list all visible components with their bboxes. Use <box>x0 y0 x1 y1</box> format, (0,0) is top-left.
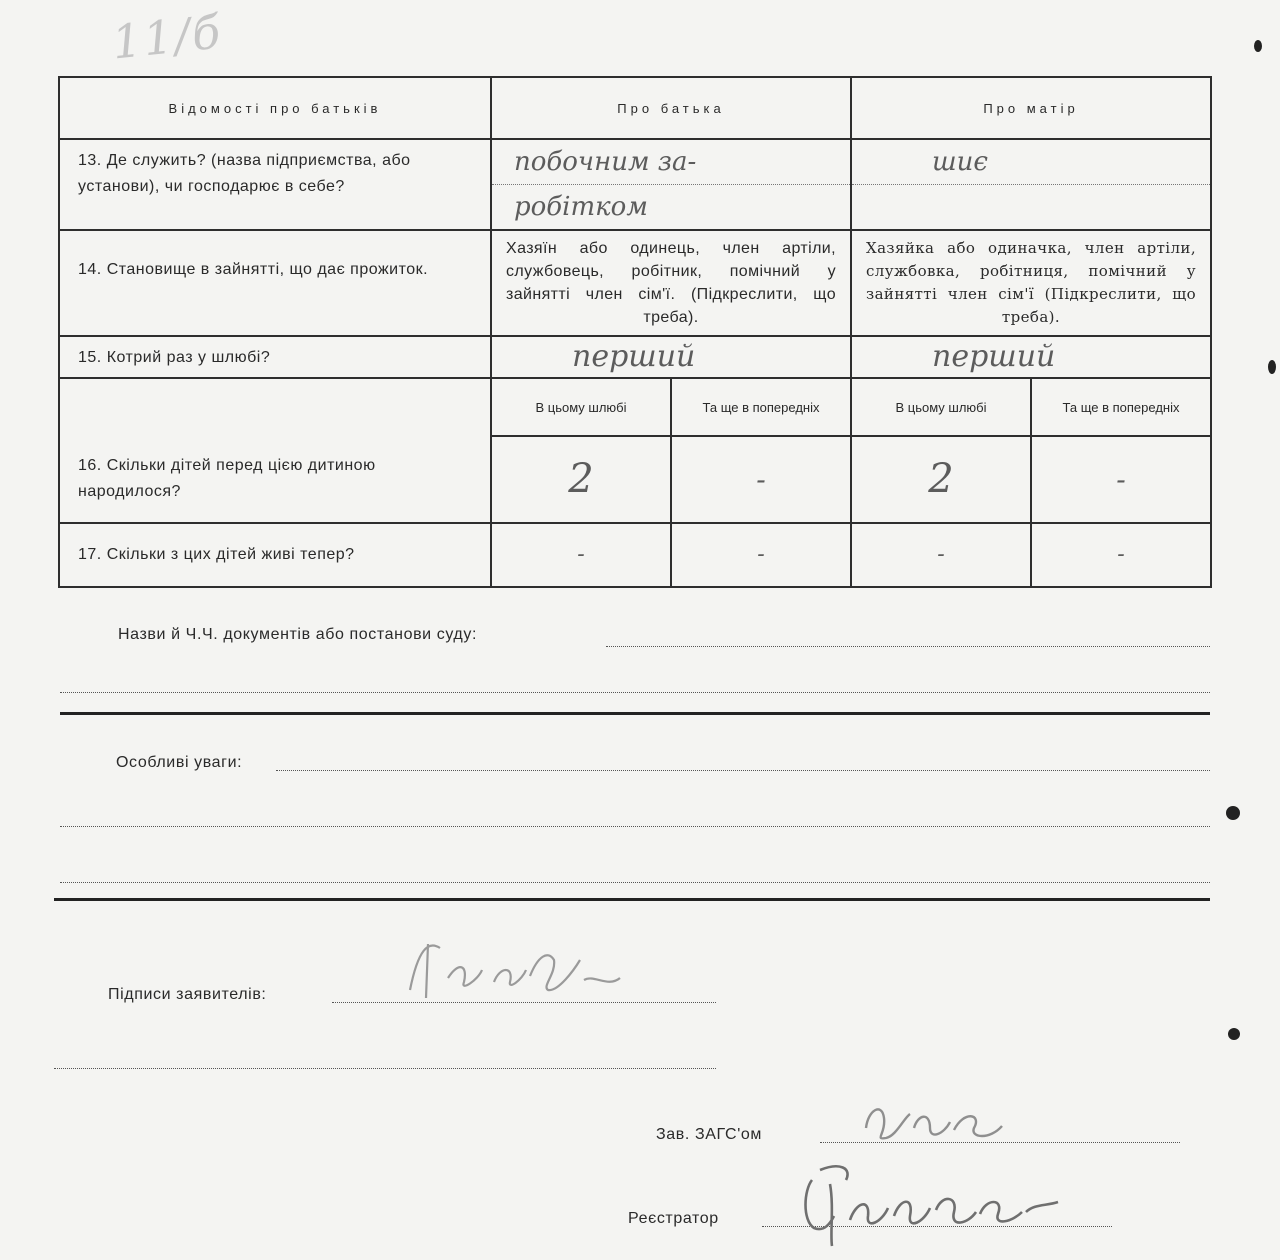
ink-blot <box>1228 1028 1240 1040</box>
q13-father-answer-line1: побочним за- <box>514 147 697 178</box>
q15-father-answer: перший <box>572 338 696 374</box>
q16-label: 16. Скільки дітей перед цією дитиною народилося? <box>78 457 376 501</box>
notes-field-line3[interactable] <box>60 882 1210 883</box>
row-q14 <box>59 230 1211 336</box>
row-q13 <box>59 139 1211 229</box>
q13-mother-answer: шиє <box>932 147 988 178</box>
q14-father-options: Хазяїн або одинець, член артіли, службовець, робітник, помічний у зайнятті член сім'ї. (Підкреслити, що треба). <box>506 239 836 326</box>
q17-mother-this-marriage: - <box>937 542 945 568</box>
q16-mother-previous: - <box>1116 462 1126 496</box>
q16-father-this-marriage: 2 <box>568 456 594 503</box>
row-q15 <box>59 336 1211 378</box>
row-q16 <box>59 378 1211 523</box>
q13-label: 13. Де служить? (назва підприємства, або установи), чи господарює в себе? <box>78 152 411 196</box>
zags-head-signature <box>852 1088 1032 1158</box>
zags-head-label: Зав. ЗАГС'ом <box>656 1126 762 1143</box>
q14-label: 14. Становище в зайнятті, що дає прожиток. <box>78 260 429 278</box>
header-mother: Про матір <box>851 77 1211 139</box>
q16-father-previous: - <box>756 462 766 496</box>
q16-father-previous-header: Та ще в попередніх <box>672 379 850 437</box>
q16-mother-this-marriage-header: В цьому шлюбі <box>852 379 1030 437</box>
q13-father-answer-line2: робітком <box>514 191 648 222</box>
notes-field-line2[interactable] <box>60 826 1210 827</box>
registrar-signature <box>790 1150 1070 1250</box>
q17-mother-previous: - <box>1117 542 1125 568</box>
ink-blot <box>1268 360 1276 374</box>
table-header-row <box>59 77 1211 139</box>
notes-field-line1[interactable] <box>276 770 1210 771</box>
q16-mother-this-marriage: 2 <box>928 456 954 503</box>
row-q17 <box>59 523 1211 587</box>
header-father: Про батька <box>491 77 851 139</box>
parents-info-table <box>58 76 1212 588</box>
header-section: Відомості про батьків <box>59 77 491 139</box>
documents-field-line2[interactable] <box>60 692 1210 693</box>
q16-father-this-marriage-header: В цьому шлюбі <box>492 379 670 437</box>
ink-blot <box>1254 40 1262 52</box>
q17-father-previous: - <box>757 542 765 568</box>
q15-label: 15. Котрий раз у шлюбі? <box>78 348 271 366</box>
notes-label: Особливі уваги: <box>116 754 243 771</box>
corner-archive-note: 11/б <box>109 4 225 70</box>
ink-blot <box>1226 806 1240 820</box>
registrar-label: Реєстратор <box>628 1210 719 1227</box>
q16-mother-previous-header: Та ще в попередніх <box>1032 379 1210 437</box>
applicant-signature <box>398 930 638 1010</box>
q15-mother-answer: перший <box>932 338 1056 374</box>
q17-label: 17. Скільки з цих дітей живі тепер? <box>78 545 355 563</box>
applicants-signatures-label: Підписи заявителів: <box>108 986 267 1003</box>
q14-mother-options: Хазяйка або одиначка, член артіли, службовка, робітниця, помічний у зайнятті член сім'ї (Підкреслити, що треба). <box>866 238 1196 326</box>
section-divider-2 <box>54 898 1210 901</box>
section-divider-1 <box>60 712 1210 715</box>
q17-father-this-marriage: - <box>577 542 585 568</box>
documents-label: Назви й Ч.Ч. документів або постанови суду: <box>118 626 478 643</box>
documents-field-line1[interactable] <box>606 646 1210 647</box>
applicants-signature-line2[interactable] <box>54 1068 716 1069</box>
